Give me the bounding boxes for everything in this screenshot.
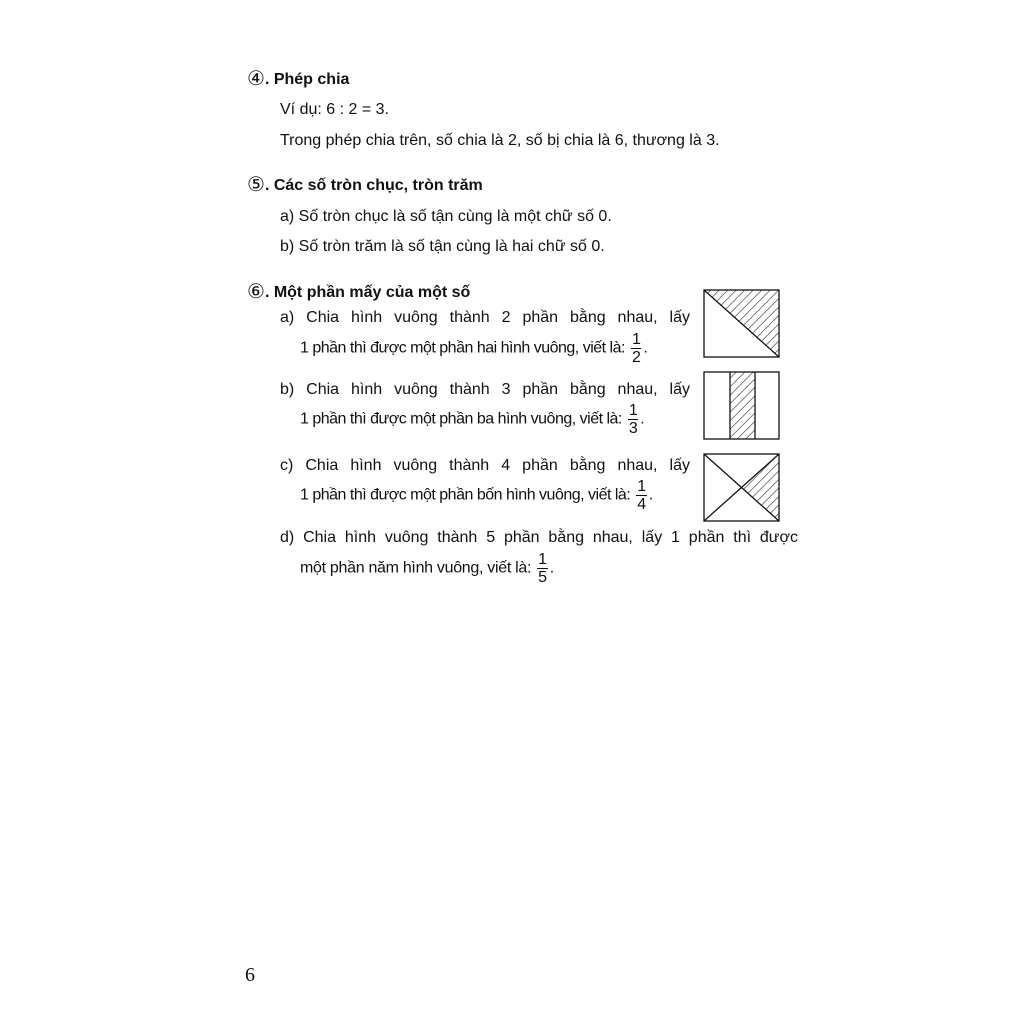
section-number-marker: ⑤ <box>247 174 265 196</box>
fraction-denominator: 3 <box>628 420 638 437</box>
section-number-marker: ⑥ <box>247 281 265 303</box>
fraction-one-quarter <box>636 478 646 513</box>
fraction-item-c-line1: c) Chia hình vuông thành 4 phần bằng nhau, lấy <box>280 457 690 474</box>
square-half-shaded-figure <box>703 289 781 359</box>
section-title: . Một phần mấy của một số <box>264 284 471 301</box>
round-hundreds-definition: b) Số tròn trăm là số tận cùng là hai chữ số 0. <box>280 238 605 255</box>
section-title: . Các số tròn chục, tròn trăm <box>264 177 483 194</box>
round-tens-definition: a) Số tròn chục là số tận cùng là một chữ số 0. <box>280 208 612 225</box>
fraction-item-d-line1: d) Chia hình vuông thành 5 phần bằng nhau, lấy 1 phần thì được <box>280 529 798 546</box>
fraction-one-third <box>628 402 638 437</box>
section-number-marker: ④ <box>247 68 265 90</box>
square-quarter-shaded-figure <box>703 453 781 523</box>
section-heading-round-numbers <box>247 172 483 197</box>
fraction-item-text: 1 phần thì được một phần hai hình vuông, viết là: <box>300 339 625 357</box>
fraction-denominator: 4 <box>637 496 646 513</box>
shaded-quarter-region <box>742 454 780 521</box>
fraction-numerator: 1 <box>637 478 646 495</box>
fraction-one-fifth <box>537 551 548 586</box>
fraction-item-a-line1: a) Chia hình vuông thành 2 phần bằng nhau, lấy <box>280 309 690 326</box>
shaded-third-region <box>730 372 755 439</box>
fraction-item-b-line1: b) Chia hình vuông thành 3 phần bằng nhau, lấy <box>280 381 690 398</box>
page-number: 6 <box>245 964 255 986</box>
division-example: Ví dụ: 6 : 2 = 3. <box>280 101 389 118</box>
square-third-shaded-figure <box>703 371 781 441</box>
fraction-item-b-line2: 1 phần thì được một phần ba hình vuông, viết là: $\frac{1}{3}$ . <box>300 402 645 437</box>
fraction-numerator: 1 <box>628 402 638 419</box>
division-explanation: Trong phép chia trên, số chia là 2, số bị chia là 6, thương là 3. <box>280 132 720 149</box>
fraction-numerator: 1 <box>538 551 547 568</box>
section-heading-fractions <box>247 279 470 304</box>
fraction-numerator: 1 <box>631 331 641 348</box>
section-title: . Phép chia <box>264 71 350 88</box>
fraction-item-text: 1 phần thì được một phần bốn hình vuông, viết là: <box>300 486 631 504</box>
fraction-item-text: một phần năm hình vuông, viết là: <box>300 559 532 577</box>
fraction-one-half <box>631 331 641 366</box>
fraction-denominator: 5 <box>538 569 547 586</box>
fraction-item-c-line2: 1 phần thì được một phần bốn hình vuông, viết là: $\frac{1}{4}$ . <box>300 478 653 513</box>
fraction-item-text: 1 phần thì được một phần ba hình vuông, viết là: <box>300 410 622 428</box>
fraction-item-a-line2: 1 phần thì được một phần hai hình vuông, viết là: $\frac{1}{2}$ . <box>300 331 648 366</box>
section-heading-division <box>247 66 349 91</box>
fraction-denominator: 2 <box>631 349 641 366</box>
fraction-item-d-line2: một phần năm hình vuông, viết là: $\frac{1}{5}$ . <box>300 551 554 586</box>
